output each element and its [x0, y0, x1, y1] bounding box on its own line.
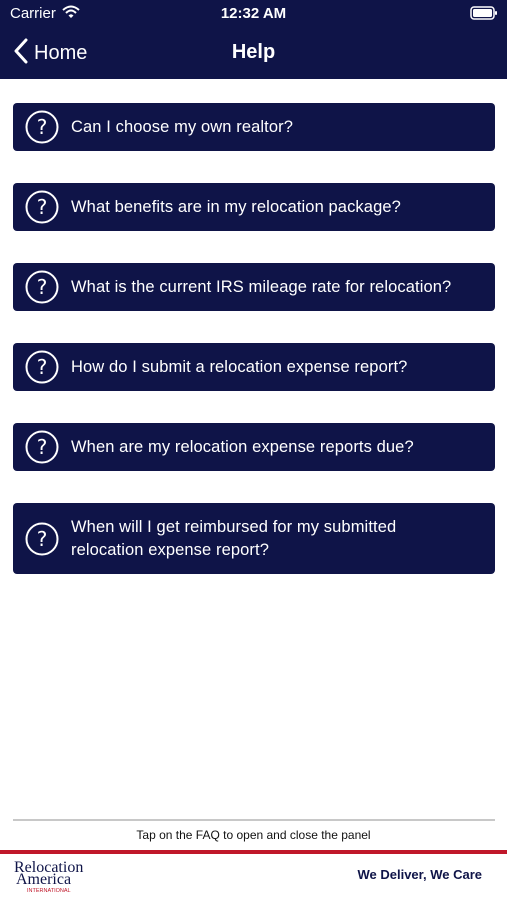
tagline: We Deliver, We Care — [357, 867, 482, 882]
question-circle-icon — [25, 350, 59, 384]
faq-question: When will I get reimbursed for my submitted relocation expense report? — [71, 517, 397, 559]
svg-text:?: ? — [36, 526, 48, 551]
svg-text:?: ? — [36, 435, 48, 459]
question-circle-icon — [25, 110, 59, 144]
question-circle-icon — [25, 522, 59, 556]
logo-line1: Relocation — [14, 859, 84, 876]
back-label: Home — [34, 41, 88, 64]
faq-item-submit-report[interactable] — [13, 343, 495, 391]
nav-header — [0, 0, 507, 79]
faq-question: How do I submit a relocation expense report? — [71, 357, 408, 376]
status-bar — [0, 0, 507, 28]
faq-list — [13, 103, 495, 574]
faq-item-mileage[interactable] — [13, 263, 495, 311]
svg-text:?: ? — [36, 195, 48, 219]
faq-item-reports-due[interactable] — [13, 423, 495, 471]
company-logo — [13, 857, 95, 895]
svg-text:?: ? — [36, 355, 48, 379]
faq-question: When are my relocation expense reports due? — [71, 437, 414, 456]
svg-text:?: ? — [36, 115, 48, 139]
faq-question: What is the current IRS mileage rate for relocation? — [71, 277, 452, 296]
faq-item-benefits[interactable] — [13, 183, 495, 231]
footer-hint: Tap on the FAQ to open and close the panel — [136, 828, 371, 842]
logo-line2: America — [16, 871, 72, 888]
faq-item-realtor[interactable] — [13, 103, 495, 151]
svg-text:?: ? — [36, 275, 48, 299]
faq-question: What benefits are in my relocation package? — [71, 197, 401, 216]
battery-icon — [470, 6, 498, 25]
question-circle-icon — [25, 270, 59, 304]
question-circle-icon — [25, 190, 59, 224]
footer-divider — [13, 819, 495, 821]
footer-accent-bar — [0, 850, 507, 854]
question-circle-icon — [25, 430, 59, 464]
logo-line3: INTERNATIONAL — [27, 888, 71, 894]
faq-question: Can I choose my own realtor? — [71, 117, 293, 136]
faq-item-reimbursement[interactable] — [13, 503, 495, 574]
page-title: Help — [231, 41, 276, 63]
status-time: 12:32 AM — [220, 5, 287, 22]
carrier-label: Carrier — [10, 5, 56, 22]
